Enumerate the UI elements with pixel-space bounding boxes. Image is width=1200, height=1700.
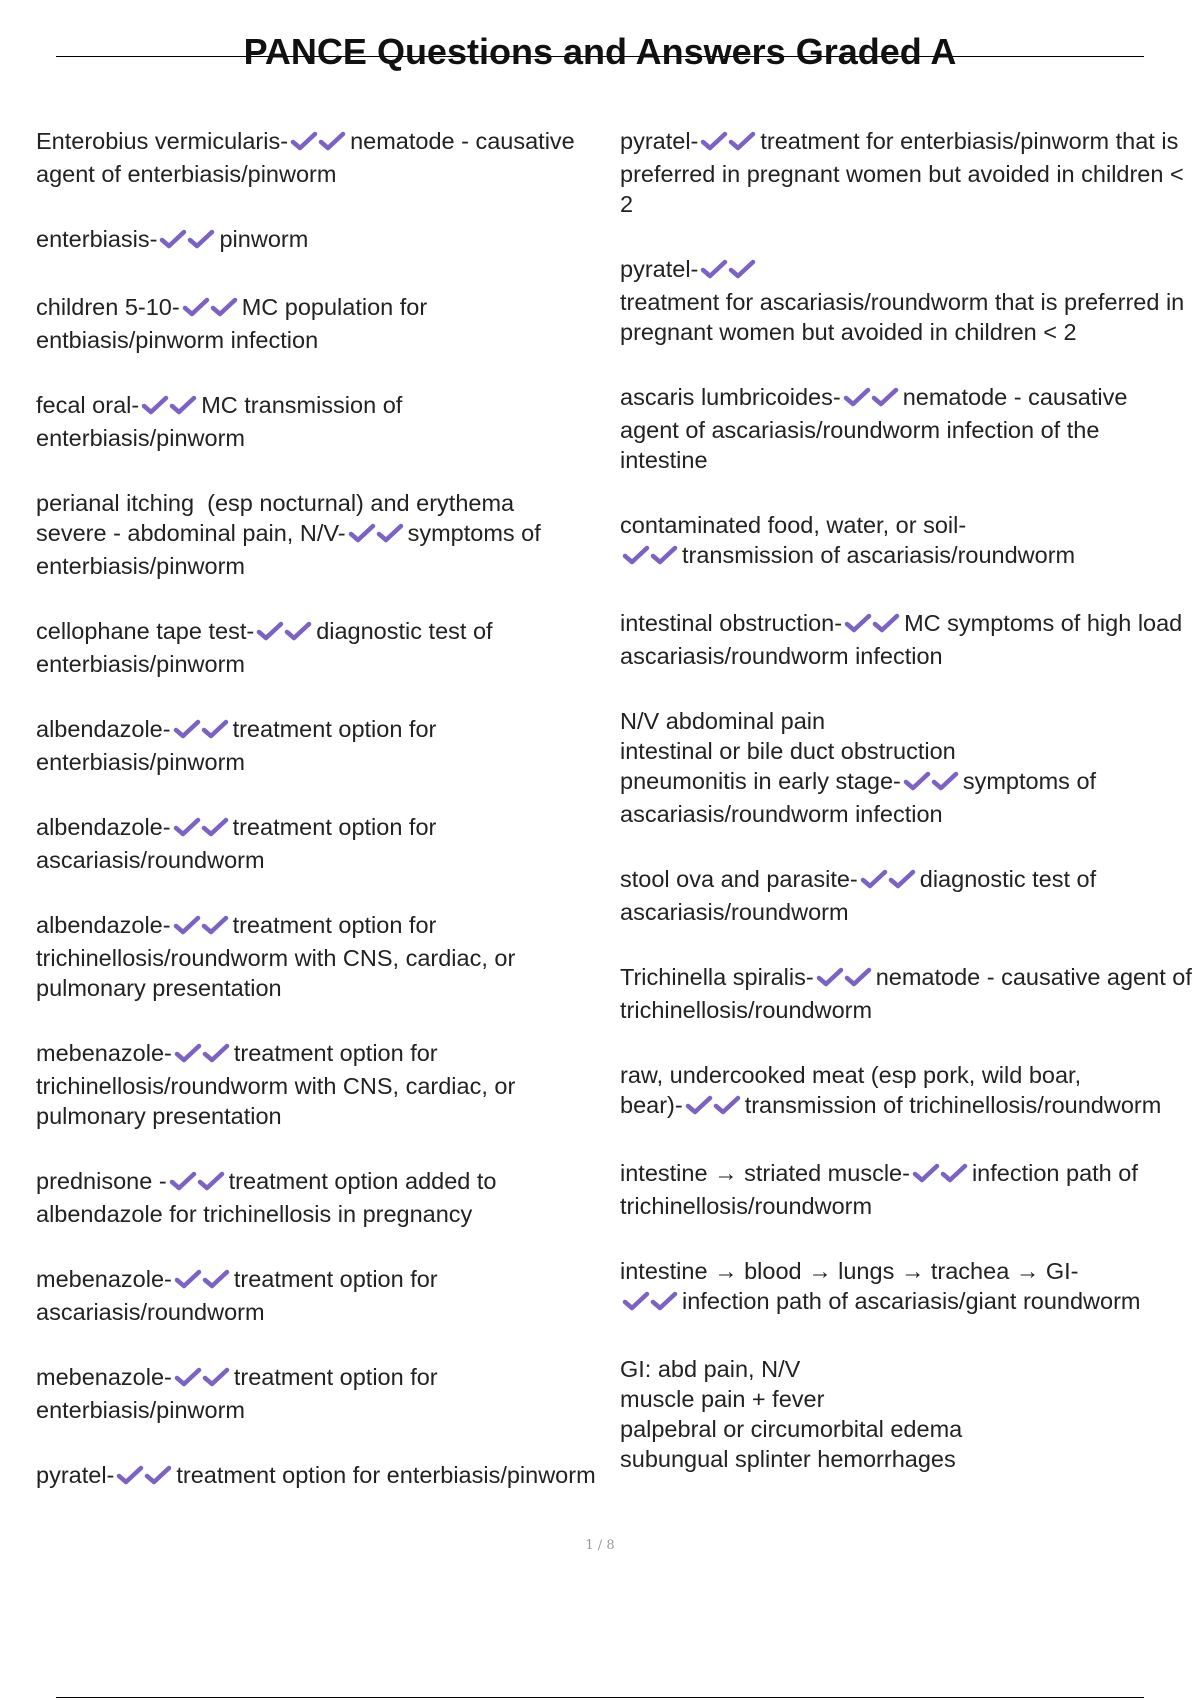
double-check-icon — [116, 1463, 172, 1493]
flashcard-entry — [36, 1362, 616, 1425]
check-icon — [685, 1094, 713, 1116]
double-check-icon — [182, 295, 238, 325]
check-icon — [650, 1290, 678, 1312]
check-icon — [187, 228, 215, 250]
entry-answer: treatment option for ascariasis/roundworm — [36, 814, 443, 873]
double-check-icon — [622, 1289, 678, 1319]
check-icon — [201, 914, 229, 936]
entry-answer: nematode - causative agent of enterbiasis/pinworm — [36, 128, 582, 187]
flashcard-entry — [620, 608, 1192, 671]
double-check-icon — [173, 717, 229, 747]
check-icon — [182, 296, 210, 318]
flashcard-entry — [36, 1038, 616, 1131]
entry-question: children 5-10- — [36, 294, 180, 320]
check-icon — [650, 544, 678, 566]
entry-question: mebenazole- — [36, 1364, 172, 1390]
flashcard-entry — [620, 1158, 1192, 1221]
entry-lead-text: raw, undercooked meat (esp pork, wild boar, — [620, 1062, 1082, 1088]
check-icon — [141, 394, 169, 416]
entry-question: fecal oral- — [36, 392, 140, 418]
check-icon — [202, 1268, 230, 1290]
entry-question: GI: abd pain, N/V muscle pain + fever palpebral or circumorbital edema subungual splinter hemorrhages — [620, 1356, 963, 1472]
check-icon — [622, 1290, 650, 1312]
flashcard-entry — [620, 962, 1199, 1025]
entry-question: Enterobius vermicularis- — [36, 128, 289, 154]
check-icon — [903, 770, 931, 792]
entry-answer: diagnostic test of enterbiasis/pinworm — [36, 618, 500, 677]
entry-answer: MC transmission of enterbiasis/pinworm — [36, 392, 409, 451]
double-check-icon — [256, 619, 312, 649]
check-icon — [210, 296, 238, 318]
check-icon — [256, 620, 284, 642]
entry-answer: infection path of trichinellosis/roundworm — [620, 1160, 1145, 1219]
flashcard-entry — [36, 1460, 616, 1493]
left-column — [36, 126, 616, 1528]
check-icon — [931, 770, 959, 792]
flashcard-entry — [620, 126, 1192, 219]
check-icon — [201, 718, 229, 740]
check-icon — [700, 130, 728, 152]
entry-answer: transmission of ascariasis/roundworm — [682, 542, 1076, 568]
entry-answer: transmission of trichinellosis/roundworm — [744, 1092, 1162, 1118]
double-check-icon — [173, 913, 229, 943]
flashcard-entry — [620, 382, 1192, 475]
entry-question: albendazole- — [36, 912, 171, 938]
entry-question: pyratel- — [36, 1462, 115, 1488]
entry-question: mebenazole- — [36, 1266, 172, 1292]
flashcard-entry — [36, 126, 616, 189]
double-check-icon — [816, 965, 872, 995]
check-icon — [843, 386, 871, 408]
check-icon — [201, 816, 229, 838]
entry-answer: treatment option for trichinellosis/roundworm with CNS, cardiac, or pulmonary presentation — [36, 1040, 522, 1129]
flashcard-entry — [620, 706, 1192, 829]
entry-lead-text: perianal itching (esp nocturnal) and erythema — [36, 490, 515, 516]
entry-question: albendazole- — [36, 814, 171, 840]
entry-answer: nematode - causative agent of trichinellosis/roundworm — [620, 964, 1199, 1023]
check-icon — [174, 1042, 202, 1064]
bottom-rule — [56, 1697, 1144, 1698]
entry-answer: treatment for enterbiasis/pinworm that is preferred in pregnant women but avoided in children < 2 — [620, 128, 1191, 217]
entry-answer: diagnostic test of ascariasis/roundworm — [620, 866, 1103, 925]
entry-question: cellophane tape test- — [36, 618, 255, 644]
check-icon — [202, 1042, 230, 1064]
double-check-icon — [700, 257, 756, 287]
double-check-icon — [700, 129, 756, 159]
check-icon — [844, 966, 872, 988]
entry-lead-text: N/V abdominal pain intestinal or bile duct obstruction — [620, 708, 956, 764]
entry-question: Trichinella spiralis- — [620, 964, 814, 990]
check-icon — [348, 522, 376, 544]
check-icon — [940, 1162, 968, 1184]
check-icon — [713, 1094, 741, 1116]
double-check-icon — [903, 769, 959, 799]
check-icon — [159, 228, 187, 250]
flashcard-entry — [36, 224, 616, 257]
right-column — [620, 126, 1199, 1509]
entry-question: enterbiasis- — [36, 226, 158, 252]
entry-question: pyratel- — [620, 128, 699, 154]
entry-answer: treatment for ascariasis/roundworm that is preferred in pregnant women but avoided in children < 2 — [620, 289, 1185, 345]
entry-question: prednisone - — [36, 1168, 167, 1194]
double-check-icon — [912, 1161, 968, 1191]
entry-question: intestinal obstruction- — [620, 610, 843, 636]
entry-answer: treatment option for ascariasis/roundworm — [36, 1266, 445, 1325]
entry-question: intestine → striated muscle- — [620, 1160, 910, 1186]
entry-answer: MC population for entbiasis/pinworm infection — [36, 294, 434, 353]
entry-answer: treatment option for enterbiasis/pinworm — [176, 1462, 596, 1488]
check-icon — [728, 258, 756, 280]
double-check-icon — [860, 867, 916, 897]
flashcard-entry — [620, 1354, 1192, 1474]
check-icon — [174, 1366, 202, 1388]
entry-question: stool ova and parasite- — [620, 866, 858, 892]
check-icon — [173, 914, 201, 936]
flashcard-entry — [36, 1166, 616, 1229]
entry-answer: nematode - causative agent of ascariasis/roundworm infection of the intestine — [620, 384, 1134, 473]
page-number: 1 / 8 — [585, 1538, 615, 1553]
entry-question: pyratel- — [620, 256, 699, 282]
entry-answer: pinworm — [219, 226, 309, 252]
double-check-icon — [290, 129, 346, 159]
entry-question: albendazole- — [36, 716, 171, 742]
entry-question: ascaris lumbricoides- — [620, 384, 841, 410]
document-title: PANCE Questions and Answers Graded A — [243, 31, 957, 72]
check-icon — [728, 130, 756, 152]
double-check-icon — [843, 385, 899, 415]
flashcard-entry — [36, 910, 616, 1003]
flashcard-entry — [620, 1256, 1192, 1319]
check-icon — [860, 868, 888, 890]
check-icon — [888, 868, 916, 890]
entry-question: mebenazole- — [36, 1040, 172, 1066]
double-check-icon — [174, 1267, 230, 1297]
check-icon — [202, 1366, 230, 1388]
check-icon — [872, 612, 900, 634]
double-check-icon — [173, 815, 229, 845]
double-check-icon — [685, 1093, 741, 1123]
flashcard-entry — [36, 714, 616, 777]
check-icon — [318, 130, 346, 152]
double-check-icon — [174, 1041, 230, 1071]
double-check-icon — [169, 1169, 225, 1199]
flashcard-entry — [620, 1060, 1192, 1123]
check-icon — [816, 966, 844, 988]
flashcard-entry — [620, 254, 1192, 347]
entry-answer: MC symptoms of high load ascariasis/roundworm infection — [620, 610, 1189, 669]
flashcard-entry — [620, 510, 1192, 573]
flashcard-entry — [36, 616, 616, 679]
flashcard-entry — [36, 812, 616, 875]
check-icon — [173, 718, 201, 740]
check-icon — [169, 394, 197, 416]
check-icon — [290, 130, 318, 152]
entry-question: contaminated food, water, or soil- — [620, 512, 967, 538]
check-icon — [197, 1170, 225, 1192]
flashcard-entry — [36, 390, 616, 453]
check-icon — [912, 1162, 940, 1184]
check-icon — [169, 1170, 197, 1192]
check-icon — [700, 258, 728, 280]
entry-question: severe - abdominal pain, N/V- — [36, 520, 346, 546]
entry-answer: treatment option for enterbiasis/pinworm — [36, 1364, 445, 1423]
double-check-icon — [159, 227, 215, 257]
check-icon — [376, 522, 404, 544]
check-icon — [844, 612, 872, 634]
flashcard-entry — [36, 488, 616, 581]
entry-answer: symptoms of ascariasis/roundworm infection — [620, 768, 1103, 827]
double-check-icon — [348, 521, 404, 551]
check-icon — [144, 1464, 172, 1486]
flashcard-entry — [36, 292, 616, 355]
entry-answer: treatment option added to albendazole for trichinellosis in pregnancy — [36, 1168, 504, 1227]
flashcard-entry — [620, 864, 1192, 927]
double-check-icon — [141, 393, 197, 423]
entry-question: pneumonitis in early stage- — [620, 768, 901, 794]
entry-answer: treatment option for enterbiasis/pinworm — [36, 716, 443, 775]
entry-question: bear)- — [620, 1092, 683, 1118]
check-icon — [871, 386, 899, 408]
check-icon — [174, 1268, 202, 1290]
flashcard-entry — [36, 1264, 616, 1327]
double-check-icon — [622, 543, 678, 573]
entry-answer: treatment option for trichinellosis/roundworm with CNS, cardiac, or pulmonary presentation — [36, 912, 522, 1001]
entry-answer: infection path of ascariasis/giant roundworm — [682, 1288, 1141, 1314]
check-icon — [116, 1464, 144, 1486]
check-icon — [173, 816, 201, 838]
entry-question: intestine → blood → lungs → trachea → GI- — [620, 1258, 1079, 1284]
entry-answer: symptoms of enterbiasis/pinworm — [36, 520, 548, 579]
double-check-icon — [844, 611, 900, 641]
check-icon — [284, 620, 312, 642]
double-check-icon — [174, 1365, 230, 1395]
check-icon — [622, 544, 650, 566]
